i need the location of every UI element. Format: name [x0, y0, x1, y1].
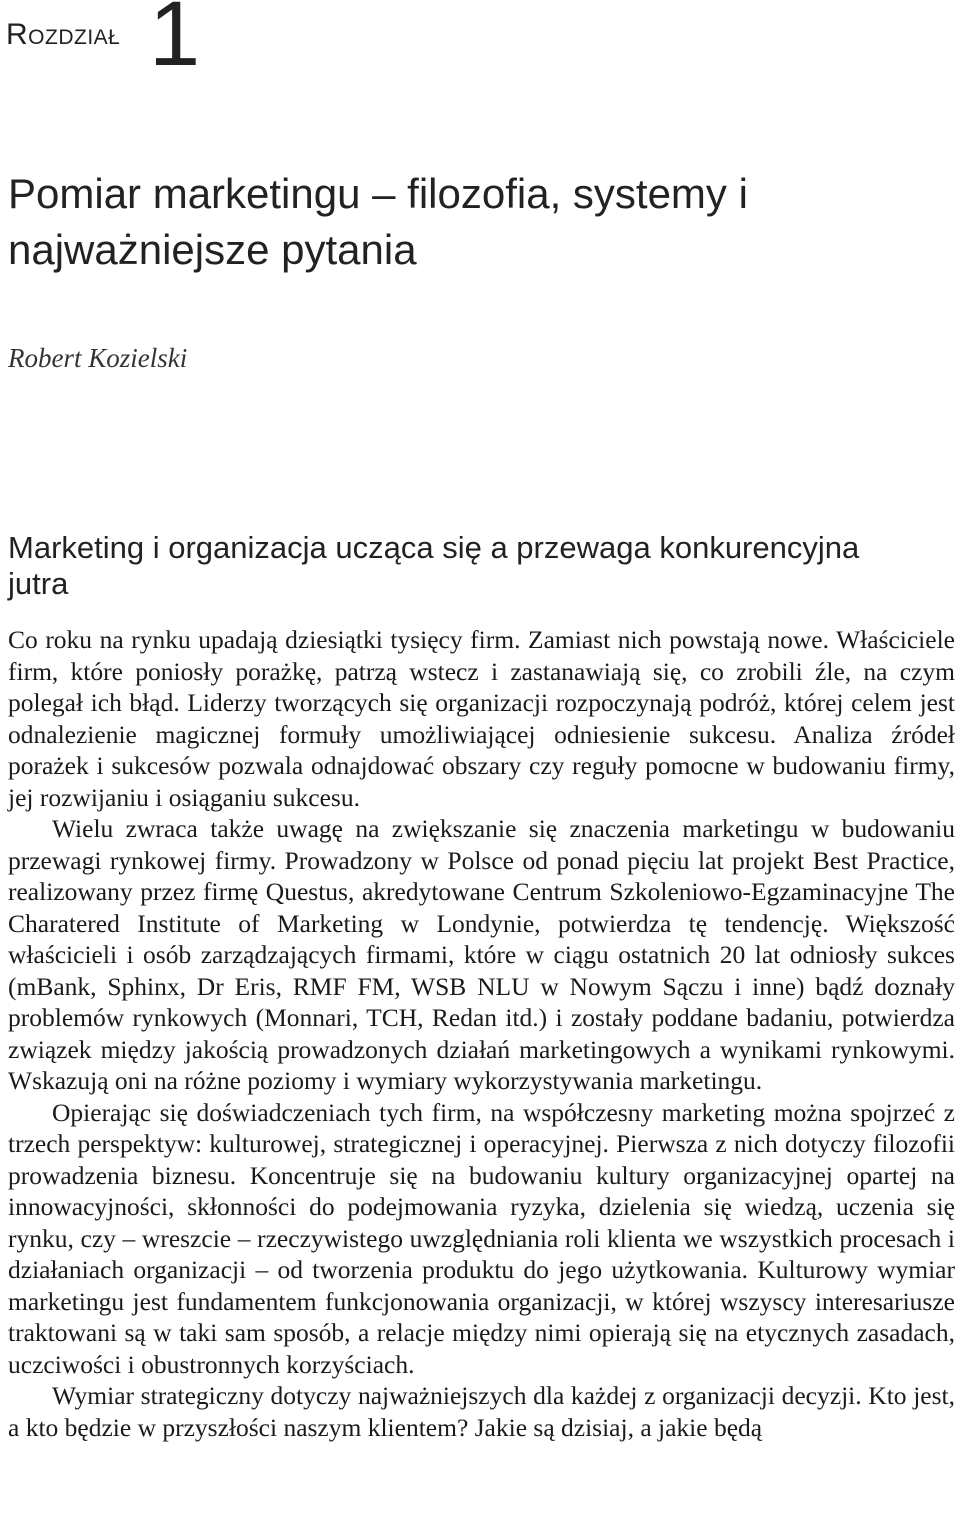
- paragraph: Opierając się doświadczeniach tych firm, na współczesny marketing można spojrzeć z trzech perspektyw: kulturowej, strategicznej i operacyjnej. Pierwsza z nich dotyczy filozofii prowadzenia biznesu. Koncentruje się na budowaniu kultury organizacyjnej opartej na innowacyjności, skłonności do podejmowania ryzyka, dzielenia się wiedzą, uczenia się rynku, czy – wreszcie – rzeczywistego uwzględniania roli klienta we wszystkich procesach i działaniach organizacji – od tworzenia produktu do jego użytkowania. Kulturowy wymiar marketingu jest fundamentem funkcjonowania organizacji, w której wszyscy interesariusze traktowani są w taki sam sposób, a relacje między nimi opierają się na etycznych zasadach, uczciwości i obustronnych korzyściach.: [8, 1097, 955, 1379]
- paragraph: Wymiar strategiczny dotyczy najważniejszych dla każdej z organizacji decyzji. Kto jest, a kto będzie w przyszłości naszym klientem? Jakie są dzisiaj, a jakie będą: [8, 1381, 955, 1442]
- chapter-word: Rozdział: [6, 18, 121, 51]
- author-name: Robert Kozielski: [8, 343, 188, 373]
- chapter-title: Pomiar marketingu – filozofia, systemy i najważniejsze pytania: [8, 170, 748, 273]
- chapter-number: 1: [149, 0, 201, 85]
- paragraph: Wielu zwraca także uwagę na zwiększanie się znaczenia marketingu w budowaniu przewagi rynkowej firmy. Prowadzony w Polsce od ponad pięciu lat projekt Best Practice, realizowany przez firmę Questus, akredytowane Centrum Szkoleniowo-Egzaminacyjne The Charatered Institute of Marketing w Londynie, potwierdza tę tendencję. Większość właścicieli i osób zarządzających firmami, które w ciągu ostatnich 20 lat odniosły sukces (mBank, Sphinx, Dr Eris, RMF FM, WSB NLU w Nowym Sączu i inne) bądź doznały problemów rynkowych (Monnari, TCH, Redan itd.) i zostały poddane badaniu, potwierdza związek między jakością prowadzonych działań marketingowych a wynikami rynkowymi. Wskazują oni na różne poziomy i wymiary wykorzystywania marketingu.: [8, 814, 955, 1095]
- paragraph: Co roku na rynku upadają dziesiątki tysięcy firm. Zamiast nich powstają nowe. Właściciele firm, które poniosły porażkę, patrzą wstecz i zastanawiają się, co zrobili źle, na czym polegał ich błąd. Liderzy tworzących się organizacji rozpoczynają podróż, której celem jest odnalezienie magicznej formuły umożliwiającej odniesienie sukcesu. Analiza źródeł porażek i sukcesów pozwala odnajdować obszary czy reguły pomocne w budowaniu firmy, jej rozwijaniu i osiąganiu sukcesu.: [8, 625, 955, 812]
- section-heading: Marketing i organizacja ucząca się a przewaga konkurencyjna jutra: [8, 530, 860, 601]
- body-text: [8, 624, 955, 1443]
